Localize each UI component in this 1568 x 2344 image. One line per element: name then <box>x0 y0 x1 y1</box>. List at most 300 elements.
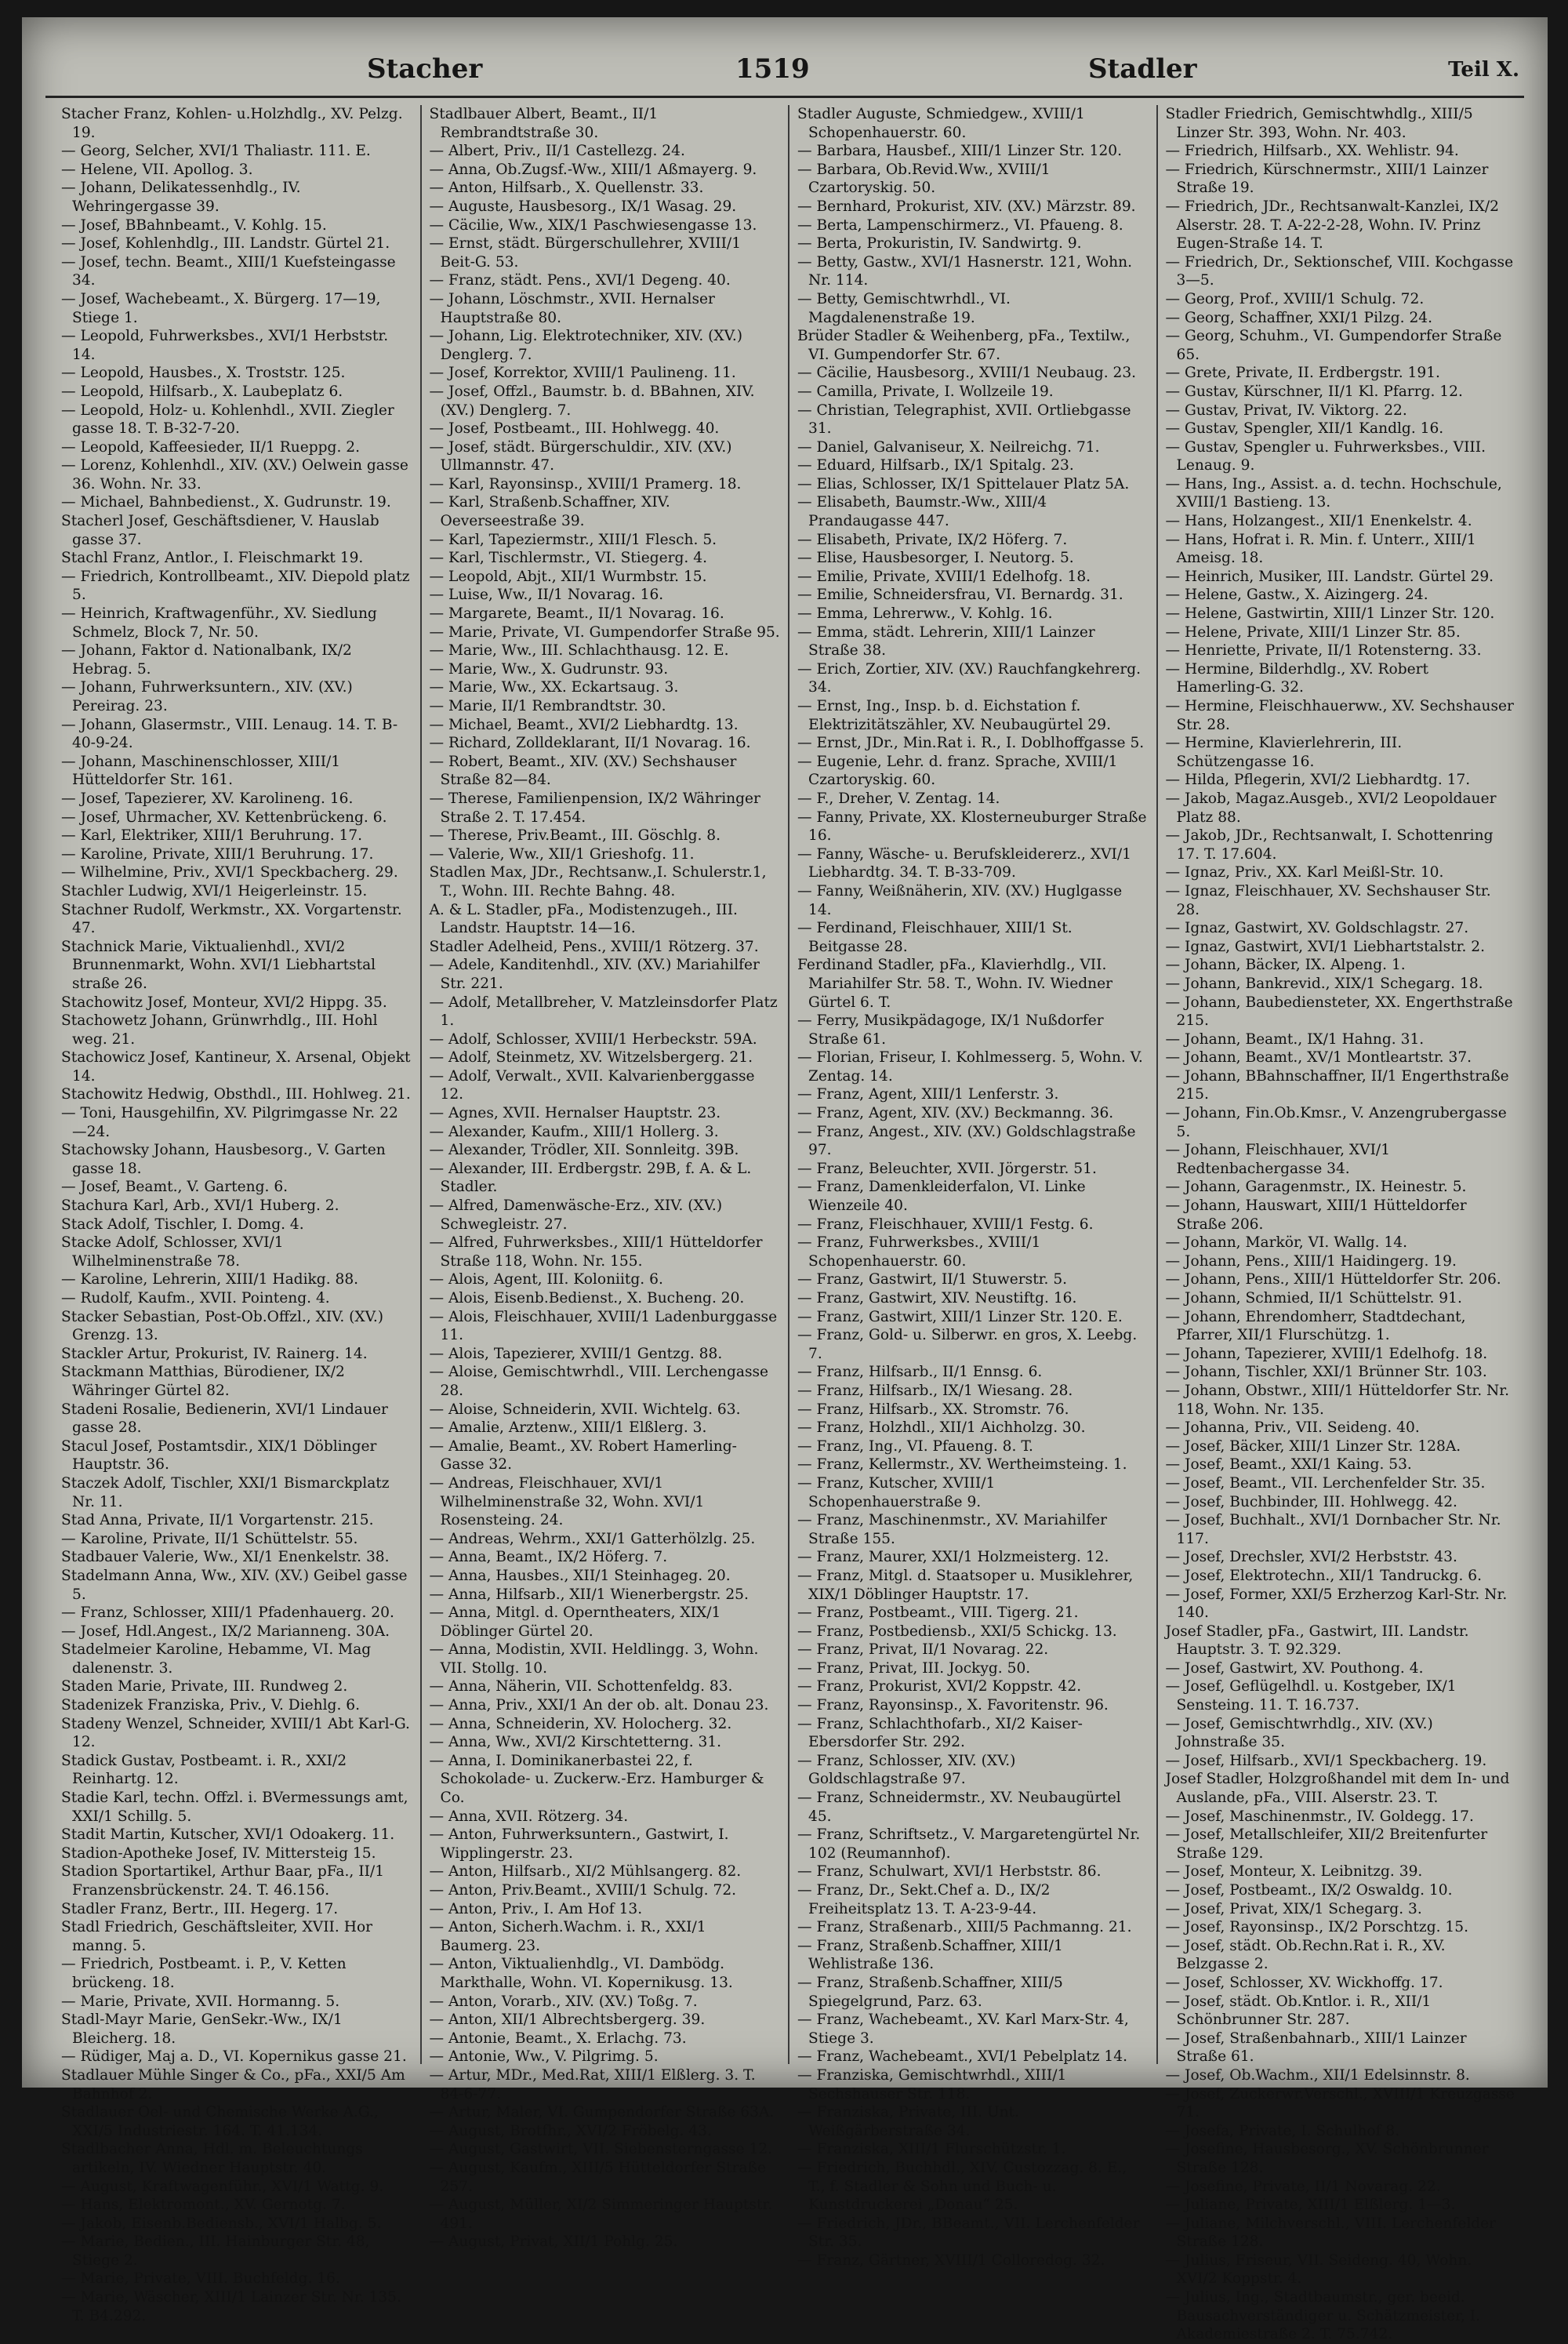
directory-entry: — Daniel, Galvaniseur, X. Neilreichg. 71. <box>797 438 1100 456</box>
directory-entry: — Alfred, Damenwäsche-Erz., XIV. (XV.) Schwegleistr. 27. <box>429 1197 723 1233</box>
directory-entry: — Franz, Rayonsinsp., X. Favoritenstr. 96. <box>797 1697 1109 1714</box>
directory-entry: — Josef, Elektrotechn., XII/1 Tandruckg. 6. <box>1165 1567 1483 1584</box>
directory-entry: — Juliane, Milchverschl., VIII. Lerchenfelder Straße 128. <box>1165 2215 1497 2251</box>
directory-entry: — Leopold, Fuhrwerksbes., XVI/1 Herbststr. 14. <box>61 328 389 363</box>
directory-entry: — Johann, Beamt., IX/1 Hahng. 31. <box>1165 1030 1425 1048</box>
directory-page <box>22 17 1548 2343</box>
directory-entry: Stacherl Josef, Geschäftsdiener, V. Hauslab gasse 37. <box>61 513 379 548</box>
directory-entry: — Josef, BBahnbeamt., V. Kohlg. 15. <box>61 216 327 234</box>
directory-entry: — Franz, Maurer, XXI/1 Holzmeisterg. 12. <box>797 1549 1109 1566</box>
directory-entry: — Ignaz, Gastwirt, XVI/1 Liebhartstalstr. 2. <box>1165 938 1486 955</box>
directory-entry: — Anton, Priv.Beamt., XVIII/1 Schulg. 72. <box>429 1882 737 1899</box>
directory-entry: — Hans, Ing., Assist. a. d. techn. Hochschule, XVIII/1 Bastieng. 13. <box>1165 475 1502 511</box>
directory-entry: — Franz, Schneidermstr., XV. Neubaugürtel 45. <box>797 1790 1121 1825</box>
directory-entry: — Franz, Straßenb.Schaffner, XIII/1 Wehlistraße 136. <box>797 1937 1063 1973</box>
directory-entry: — Anna, Hausbes., XII/1 Steinhageg. 20. <box>429 1567 731 1584</box>
directory-entry: — Anna, Schneiderin, XV. Holocherg. 32. <box>429 1715 732 1732</box>
directory-entry: Stad Anna, Private, II/1 Vorgartenstr. 215. <box>61 1512 374 1529</box>
directory-entry: — Georg, Prof., XVIII/1 Schulg. 72. <box>1165 290 1425 307</box>
directory-entry: — Josef, Postbeamt., IX/2 Oswaldg. 10. <box>1165 1882 1453 1899</box>
directory-entry: — Anna, I. Dominikanerbastei 22, f. Schokolade- u. Zuckerw.-Erz. Hamburger & Co. <box>429 1752 764 1807</box>
directory-entry: — Johann, Löschmstr., XVII. Hernalser Hauptstraße 80. <box>429 290 715 326</box>
directory-entry: — Josef, Zuckerwr.Verschl., XVIII/1 Kreuzgasse 71. <box>1165 2085 1515 2121</box>
directory-entry: — Johann, Bäcker, IX. Alpeng. 1. <box>1165 957 1406 974</box>
directory-entry: — Anna, Näherin, VII. Schottenfeldg. 83. <box>429 1678 733 1695</box>
directory-entry: — Johann, Maschinenschlosser, XIII/1 Hütteldorfer Str. 161. <box>61 753 341 789</box>
directory-entry: — August, Privat, XII/1 Pohlg. 25. <box>429 2233 678 2251</box>
directory-entry: — Ignaz, Gastwirt, XV. Goldschlagstr. 27. <box>1165 920 1469 937</box>
directory-entry: — Elisabeth, Baumstr.-Ww., XIII/4 Prandaugasse 447. <box>797 494 1047 530</box>
directory-entry: — Emma, Lehrerww., V. Kohlg. 16. <box>797 605 1053 623</box>
directory-entry: — Josefa, Private, I. Schulhof 8. <box>1165 2122 1400 2139</box>
directory-entry: — Josef, Schlosser, XV. Wickhoffg. 17. <box>1165 1974 1443 1991</box>
directory-entry: — Aloise, Gemischtwrhdl., VIII. Lerchengasse 28. <box>429 1364 769 1399</box>
directory-entry: — Johanna, Priv., VII. Seideng. 40. <box>1165 1419 1420 1437</box>
directory-entry: — Ernst, JDr., Min.Rat i. R., I. Doblhoffgasse 5. <box>797 735 1145 752</box>
directory-entry: Stacher Franz, Kohlen- u.Holzhdlg., XV. Pelzg. 19. <box>61 106 403 141</box>
directory-entry: — Friedrich, Hilfsarb., XX. Wehlistr. 94. <box>1165 143 1459 160</box>
directory-entry: — Johann, Baubediensteter, XX. Engerthstraße 215. <box>1165 994 1513 1030</box>
directory-entry: — Franz, Beleuchter, XVII. Jörgerstr. 51. <box>797 1160 1097 1177</box>
directory-entry: — Juliane, Private, XIII/1 Elßlerg. 1—3. <box>1165 2197 1456 2214</box>
directory-entry: — Josef, Uhrmacher, XV. Kettenbrückeng. 6. <box>61 809 387 826</box>
directory-entry: — Johann, Fuhrwerksuntern., XIV. (XV.) Pereirag. 23. <box>61 679 353 714</box>
directory-entry: — Josef, Buchbinder, III. Hohlwegg. 42. <box>1165 1493 1457 1510</box>
directory-entry: — Franz, Fuhrwerksbes., XVIII/1 Schopenhauerstr. 60. <box>797 1234 1041 1270</box>
directory-entry: A. & L. Stadler, pFa., Modistenzugeh., III. Landstr. Hauptstr. 14—16. <box>429 901 738 937</box>
directory-entry: Stack Adolf, Tischler, I. Domg. 4. <box>61 1216 304 1233</box>
directory-entry: — Josef, städt. Ob.Kntlor. i. R., XII/1 Schönbrunner Str. 287. <box>1165 1993 1432 2029</box>
directory-entry: — Emilie, Private, XVIII/1 Edelhofg. 18. <box>797 568 1091 585</box>
directory-entry: Brüder Stadler & Weihenberg, pFa., Textilw., VI. Gumpendorfer Str. 67. <box>797 328 1131 363</box>
directory-entry: — Alois, Fleischhauer, XVIII/1 Ladenburggasse 11. <box>429 1308 778 1344</box>
directory-entry: — Barbara, Hausbef., XIII/1 Linzer Str. 120. <box>797 143 1123 160</box>
directory-entry: — Franz, Wachebeamt., XV. Karl Marx-Str. 4, Stiege 3. <box>797 2011 1129 2047</box>
directory-entry: Stackler Artur, Prokurist, IV. Rainerg. 14. <box>61 1345 368 1362</box>
directory-entry: — Anna, Modistin, XVII. Heldlingg. 3, Wohn. VII. Stollg. 10. <box>429 1641 759 1677</box>
directory-entry: — Therese, Priv.Beamt., III. Göschlg. 8. <box>429 827 721 845</box>
directory-entry: — Georg, Selcher, XVI/1 Thaliastr. 111. E. <box>61 143 371 160</box>
directory-entry: Stachura Karl, Arb., XVI/1 Huberg. 2. <box>61 1197 339 1215</box>
directory-entry: — Franz, Schlosser, XIII/1 Pfadenhauerg. 20. <box>61 1604 394 1622</box>
directory-entry: — Cäcilie, Hausbesorg., XVIII/1 Neubaug. 23. <box>797 365 1137 382</box>
directory-entry: — Josefine, Private, II/1 Novarag. 22. <box>1165 2178 1441 2195</box>
directory-entry: — Alois, Tapezierer, XVIII/1 Gentzg. 88. <box>429 1345 723 1362</box>
directory-entry: — Josef, Straßenbahnarb., XIII/1 Lainzer Straße 61. <box>1165 2030 1467 2066</box>
directory-entry: — Valerie, Ww., XII/1 Grieshofg. 11. <box>429 845 695 863</box>
directory-entry: — Gustav, Kürschner, II/1 Kl. Pfarrg. 12. <box>1165 383 1463 400</box>
directory-entry: — F., Dreher, V. Zentag. 14. <box>797 790 1000 807</box>
directory-entry: — Anna, Beamt., IX/2 Höferg. 7. <box>429 1549 668 1566</box>
directory-entry: — Karl, Rayonsinsp., XVIII/1 Pramerg. 18. <box>429 475 742 492</box>
directory-entry: — Franz, Fleischhauer, XVIII/1 Festg. 6. <box>797 1216 1094 1233</box>
directory-entry: — Johann, Garagenmstr., IX. Heinestr. 5. <box>1165 1179 1467 1196</box>
directory-entry: — Marie, Ww., XX. Eckartsaug. 3. <box>429 679 679 696</box>
directory-entry: — Antonie, Beamt., X. Erlachg. 73. <box>429 2030 687 2047</box>
directory-entry: Stachowitz Josef, Monteur, XVI/2 Hippg. 35. <box>61 994 387 1011</box>
directory-entry: — Josef, Tapezierer, XV. Karolineng. 16. <box>61 790 354 807</box>
column-4 <box>1158 105 1525 2343</box>
directory-entry: — Josef, Kohlenhdlg., III. Landstr. Gürtel 21. <box>61 235 390 253</box>
directory-entry: — August, Kraftwagenführ., XVI/1 Wattg. 9. <box>61 2178 384 2195</box>
directory-entry: — Josef, Wachebeamt., X. Bürgerg. 17—19, Stiege 1. <box>61 290 381 326</box>
directory-entry: — Josef, techn. Beamt., XIII/1 Kuefsteingasse 34. <box>61 253 396 289</box>
directory-entry: Josef Stadler, pFa., Gastwirt, III. Landstr. Hauptstr. 3. T. 92.329. <box>1165 1623 1469 1659</box>
directory-entry: — Franz, Hilfsarb., XX. Stromstr. 76. <box>797 1401 1069 1418</box>
directory-entry: — Antonie, Ww., V. Pilgrimg. 5. <box>429 2048 659 2066</box>
directory-entry: — Adolf, Verwalt., XVII. Kalvarienberggasse 12. <box>429 1067 755 1103</box>
directory-entry: — Josef, Rayonsinsp., IX/2 Porschtzg. 15. <box>1165 1919 1468 1936</box>
directory-entry: — Fanny, Weißnäherin, XIV. (XV.) Huglgasse 14. <box>797 882 1123 918</box>
directory-entry: — Johann, BBahnschaffner, II/1 Engerthstraße 215. <box>1165 1067 1509 1103</box>
directory-entry: — Johann, Lig. Elektrotechniker, XIV. (XV.) Denglerg. 7. <box>429 328 742 363</box>
directory-entry: — Georg, Schaffner, XXI/1 Pilzg. 24. <box>1165 309 1433 326</box>
directory-entry: Stacul Josef, Postamtsdir., XIX/1 Döblinger Hauptstr. 36. <box>61 1437 377 1474</box>
directory-entry: — Johann, Delikatessenhdlg., IV. Wehringergasse 39. <box>61 180 301 215</box>
directory-entry: — Alexander, III. Erdbergstr. 29B, f. A. & L. Stadler. <box>429 1160 752 1196</box>
directory-entry: — Josef, Beamt., XXI/1 Kaing. 53. <box>1165 1456 1412 1474</box>
directory-entry: Stadlauer Mühle Singer & Co., pFa., XXI/5 Am Bahnhof 2. <box>61 2066 405 2102</box>
directory-entry: — Gustav, Privat, IV. Viktorg. 22. <box>1165 402 1407 419</box>
directory-entry: — Hans, Elektromont., XV. Gernotg. 7. <box>61 2197 346 2214</box>
directory-entry: — Leopold, Kaffeesieder, II/1 Rueppg. 2. <box>61 438 361 456</box>
directory-entry: — Josef, Korrektor, XVIII/1 Paulineng. 11. <box>429 365 736 382</box>
directory-entry: Stachowicz Josef, Kantineur, X. Arsenal, Objekt 14. <box>61 1049 411 1085</box>
directory-entry: — Friedrich, JDr., BBeamt., VII. Lerchenfelder Str. 35. <box>797 2215 1140 2251</box>
directory-entry: — August, Kaufm., XIII/5 Hütteldorfer Straße 257. <box>429 2159 766 2195</box>
directory-entry: — Leopold, Hausbes., X. Troststr. 125. <box>61 365 346 382</box>
directory-entry: — Johann, Pens., XIII/1 Haidingerg. 19. <box>1165 1252 1457 1270</box>
directory-entry: — Marie, Private, VIII. Buchfeldg. 16. <box>61 2270 340 2288</box>
directory-entry: — Franz, Hilfsarb., IX/1 Wiesang. 28. <box>797 1382 1073 1399</box>
directory-entry: — Franz, Kutscher, XVIII/1 Schopenhauerstraße 9. <box>797 1474 996 1510</box>
directory-entry: — Auguste, Hausbesorg., IX/1 Wasag. 29. <box>429 198 737 215</box>
directory-entry: — Franz, Damenkleiderfalon, VI. Linke Wienzeile 40. <box>797 1179 1086 1215</box>
directory-entry: Stadler Adelheid, Pens., XVIII/1 Rötzerg. 37. <box>429 938 759 955</box>
directory-entry: — Elise, Hausbesorger, I. Neutorg. 5. <box>797 550 1074 567</box>
directory-entry: — Christian, Telegraphist, XVII. Ortliebgasse 31. <box>797 402 1131 438</box>
directory-entry: — Franz, Hilfsarb., II/1 Ennsg. 6. <box>797 1364 1043 1381</box>
directory-entry: Stadelmeier Karoline, Hebamme, VI. Mag dalenenstr. 3. <box>61 1641 372 1677</box>
directory-entry: — Gustav, Spengler u. Fuhrwerksbes., VIII. Lenaug. 9. <box>1165 438 1486 474</box>
directory-entry: — Leopold, Holz- u. Kohlenhdl., XVII. Ziegler gasse 18. T. B-32-7-20. <box>61 402 394 438</box>
directory-entry: — Camilla, Private, I. Wollzeile 19. <box>797 383 1054 400</box>
directory-entry: — Franz, Gastwirt, II/1 Stuwerstr. 5. <box>797 1271 1068 1288</box>
directory-entry: — Franziska, Private, III. Unt. Weißgärberstraße 34. <box>797 2104 1019 2139</box>
directory-entry: — Margarete, Beamt., II/1 Novarag. 16. <box>429 605 724 623</box>
directory-entry: — Anna, Hilfsarb., XII/1 Wienerbergstr. 25. <box>429 1586 749 1603</box>
directory-entry: — Anna, XVII. Rötzerg. 34. <box>429 1808 629 1825</box>
directory-entry: Stadbauer Valerie, Ww., XI/1 Enenkelstr. 38. <box>61 1549 390 1566</box>
directory-entry: — Franziska, XIII/1 Flurschützstr. 1. <box>797 2141 1066 2158</box>
directory-entry: — Anna, Priv., XXI/1 An der ob. alt. Donau 23. <box>429 1697 769 1714</box>
directory-entry: — Hermine, Fleischhauerww., XV. Sechshauser Str. 28. <box>1165 698 1514 733</box>
directory-entry: — Leopold, Hilfsarb., X. Laubeplatz 6. <box>61 383 343 400</box>
directory-entry: — Anna, Ww., XVI/2 Kirschtetterng. 31. <box>429 1734 722 1751</box>
directory-entry: — Fanny, Private, XX. Klosterneuburger Straße 16. <box>797 809 1147 845</box>
directory-entry: — Franz, Gärtner, XVIII/1 Colloredog. 32. <box>797 2251 1105 2269</box>
directory-entry: — Grete, Private, II. Erdbergstr. 191. <box>1165 365 1440 382</box>
directory-entry: — Josef, Bäcker, XIII/1 Linzer Str. 128A. <box>1165 1437 1461 1455</box>
directory-entry: — Helene, VII. Apollog. 3. <box>61 161 253 178</box>
directory-entry: — Hermine, Bilderhdlg., XV. Robert Hamerling-G. 32. <box>1165 660 1428 696</box>
directory-entry: — Cäcilie, Ww., XIX/1 Paschwiesengasse 13. <box>429 216 757 234</box>
directory-entry: — Karoline, Lehrerin, XIII/1 Hadikg. 88. <box>61 1271 359 1288</box>
directory-entry: — Friedrich, Kontrollbeamt., XIV. Diepold platz 5. <box>61 568 410 604</box>
directory-entry: — Helene, Gastwirtin, XIII/1 Linzer Str. 120. <box>1165 605 1495 623</box>
directory-entry: — Marie, Private, VI. Gumpendorfer Straße 95. <box>429 623 780 641</box>
directory-entry: — Johann, Obstwr., XIII/1 Hütteldorfer Str. Nr. 118, Wohn. Nr. 135. <box>1165 1382 1510 1418</box>
directory-entry: — Erich, Zortier, XIV. (XV.) Rauchfangkehrerg. 34. <box>797 660 1142 696</box>
directory-entry: Stadlbacher Anna, Hdl. m. Beleuchtungs artikeln, IV. Wiedner Hauptstr. 40. <box>61 2141 363 2176</box>
directory-entry: — Rudolf, Kaufm., XVII. Pointeng. 4. <box>61 1290 330 1306</box>
directory-entry: — Josef, Offzl., Baumstr. b. d. BBahnen, XIV. (XV.) Denglerg. 7. <box>429 383 755 419</box>
directory-entry: — Johann, Glasermstr., VIII. Lenaug. 14. T. B-40-9-24. <box>61 716 398 752</box>
directory-entry: — Anton, Vorarb., XIV. (XV.) Toßg. 7. <box>429 1993 698 2010</box>
directory-entry: — Anton, Viktualienhdlg., VI. Dambödg. Markthalle, Wohn. VI. Kopernikusg. 13. <box>429 1956 733 1991</box>
directory-entry: — Therese, Familienpension, IX/2 Währinger Straße 2. T. 17.454. <box>429 790 760 826</box>
page-number: 1519 <box>735 53 810 85</box>
directory-entry: — Josef, Maschinenmstr., IV. Goldegg. 17. <box>1165 1808 1474 1825</box>
directory-entry: Stachowsky Johann, Hausbesorg., V. Garten gasse 18. <box>61 1142 386 1177</box>
directory-entry: — Johann, Fin.Ob.Kmsr., V. Anzengrubergasse 5. <box>1165 1105 1507 1140</box>
page-header <box>45 49 1524 98</box>
directory-entry: — Josef, Gastwirt, XV. Pouthong. 4. <box>1165 1659 1424 1677</box>
directory-entry: Stadick Gustav, Postbeamt. i. R., XXI/2 Reinhartg. 12. <box>61 1752 347 1788</box>
directory-entry: — Franz, Holzhdl., XII/1 Aichholzg. 30. <box>797 1419 1086 1437</box>
directory-entry: Josef Stadler, Holzgroßhandel mit dem In- und Auslande, pFa., VIII. Alserstr. 23. T. <box>1165 1771 1510 1807</box>
directory-entry: — August, Brotfhr., XVI/2 Fröbelg. 43. <box>429 2122 712 2139</box>
directory-entry: Stachl Franz, Antlor., I. Fleischmarkt 19. <box>61 550 364 567</box>
directory-entry: — Artur, MDr., Med.Rat, XIII/1 Elßlerg. 3. T. 84-6-77. <box>429 2066 756 2102</box>
directory-entry: — Anton, Sicherh.Wachm. i. R., XXI/1 Baumerg. 23. <box>429 1919 706 1954</box>
directory-entry: Stacke Adolf, Schlosser, XVI/1 Wilhelminenstraße 78. <box>61 1234 284 1270</box>
directory-entry: — Heinrich, Kraftwagenführ., XV. Siedlung Schmelz, Block 7, Nr. 50. <box>61 605 377 641</box>
directory-entry: — Betty, Gemischtwrhdl., VI. Magdalenenstraße 19. <box>797 290 1011 326</box>
directory-entry: — Rüdiger, Maj a. D., VI. Kopernikus gasse 21. <box>61 2048 407 2066</box>
directory-entry: — Richard, Zolldeklarant, II/1 Novarag. 16. <box>429 735 751 752</box>
directory-entry: — Josefine, Hausbesorg., XV. Schönbrunner Straße 128. <box>1165 2141 1489 2176</box>
directory-entry: Stadl Friedrich, Geschäftsleiter, XVII. Hor manng. 5. <box>61 1919 373 1954</box>
directory-entry: Stadion-Apotheke Josef, IV. Mittersteig 15. <box>61 1844 376 1862</box>
directory-entry: — Franz, Postbeamt., VIII. Tigerg. 21. <box>797 1604 1079 1622</box>
directory-entry: — Anton, Fuhrwerksuntern., Gastwirt, I. Wipplingerstr. 23. <box>429 1826 729 1862</box>
directory-entry: Stackmann Matthias, Bürodiener, IX/2 Währinger Gürtel 82. <box>61 1364 345 1399</box>
directory-entry: — Johann, Fleischhauer, XVI/1 Redtenbachergasse 34. <box>1165 1142 1391 1177</box>
directory-entry: — Emma, städt. Lehrerin, XIII/1 Lainzer Straße 38. <box>797 623 1095 660</box>
directory-entry: Staczek Adolf, Tischler, XXI/1 Bismarckplatz Nr. 11. <box>61 1474 390 1510</box>
directory-entry: — Adolf, Metallbreher, V. Matzleinsdorfer Platz 1. <box>429 994 778 1030</box>
directory-entry: — Eugenie, Lehr. d. franz. Sprache, XVIII/1 Czartoryskig. 60. <box>797 753 1118 789</box>
directory-entry: — Anton, Priv., I. Am Hof 13. <box>429 1900 643 1917</box>
directory-entry: — Emilie, Schneidersfrau, VI. Bernardg. 31. <box>797 587 1123 604</box>
directory-entry: — Josef, städt. Ob.Rechn.Rat i. R., XV. Belzgasse 2. <box>1165 1937 1446 1973</box>
directory-entry: — Josef, Hilfsarb., XVI/1 Speckbacherg. 19. <box>1165 1752 1487 1769</box>
directory-entry: — Marie, Wäscher, XIII/1 Lainzer Str. Nr. 135. T. B4.292. <box>61 2289 401 2324</box>
directory-entry: — Friedrich, Postbeamt. i. P., V. Ketten brückeng. 18. <box>61 1956 347 1991</box>
directory-entry: — Franz, Kellermstr., XV. Wertheimsteing. 1. <box>797 1456 1127 1474</box>
directory-entry: — Anton, Hilfsarb., XI/2 Mühlsangerg. 82. <box>429 1863 742 1881</box>
directory-entry: — Franz, Prokurist, XVI/2 Koppstr. 42. <box>797 1678 1082 1695</box>
directory-entry: — Franz, Privat, III. Jockyg. 50. <box>797 1659 1031 1677</box>
directory-entry: — Franz, Straßenb.Schaffner, XIII/5 Spiegelgrund, Parz. 63. <box>797 1974 1063 2010</box>
directory-entry: — Alfred, Fuhrwerksbes., XIII/1 Hütteldorfer Straße 118, Wohn. Nr. 155. <box>429 1234 763 1270</box>
directory-entry: — Hilda, Pflegerin, XVI/2 Liebhardtg. 17. <box>1165 772 1471 789</box>
directory-entry: Stachowitz Hedwig, Obsthdl., III. Hohlweg. 21. <box>61 1086 411 1103</box>
directory-entry: Stadl-Mayr Marie, GenSekr.-Ww., IX/1 Bleicherg. 18. <box>61 2011 343 2047</box>
directory-entry: — Ferry, Musikpädagoge, IX/1 Nußdorfer Straße 61. <box>797 1012 1104 1048</box>
header-last-name: Stadler <box>1088 53 1197 85</box>
directory-entry: — Friedrich, Dr., Sektionschef, VIII. Kochgasse 3—5. <box>1165 253 1514 289</box>
directory-entry: — Elisabeth, Private, IX/2 Höferg. 7. <box>797 531 1068 548</box>
directory-entry: — Karoline, Private, II/1 Schüttelstr. 55. <box>61 1530 358 1547</box>
directory-entry: Stadeny Wenzel, Schneider, XVIII/1 Abt Karl-G. 12. <box>61 1715 410 1751</box>
directory-entry: — Jakob, JDr., Rechtsanwalt, I. Schottenring 17. T. 17.604. <box>1165 827 1494 863</box>
directory-entry: — Barbara, Ob.Revid.Ww., XVIII/1 Czartoryskig. 50. <box>797 161 1051 197</box>
directory-entry: — Johann, Markör, VI. Wallg. 14. <box>1165 1234 1407 1252</box>
directory-entry: — Robert, Beamt., XIV. (XV.) Sechshauser Straße 82—84. <box>429 753 737 789</box>
directory-entry: — Hans, Holzangest., XII/1 Enenkelstr. 4. <box>1165 513 1472 530</box>
directory-entry: — Aloise, Schneiderin, XVII. Wichtelg. 63. <box>429 1401 741 1418</box>
directory-entry: Stachowetz Johann, Grünwrhdlg., III. Hohl weg. 21. <box>61 1012 378 1048</box>
directory-entry: — Berta, Lampenschirmerz., VI. Pfaueng. 8. <box>797 216 1123 234</box>
directory-entry: Stadit Martin, Kutscher, XVI/1 Odoakerg. 11. <box>61 1826 395 1844</box>
directory-entry: — Franz, Agent, XIII/1 Lenferstr. 3. <box>797 1086 1059 1103</box>
directory-entry: — Eduard, Hilfsarb., IX/1 Spitalg. 23. <box>797 457 1074 474</box>
directory-entry: — Bernhard, Prokurist, XIV. (XV.) Märzstr. 89. <box>797 198 1136 215</box>
directory-entry: — Karl, Elektriker, XIII/1 Beruhrung. 17. <box>61 827 363 845</box>
directory-entry: — Berta, Prokuristin, IV. Sandwirtg. 9. <box>797 235 1082 253</box>
directory-entry: — Franz, Postbediensb., XXI/5 Schickg. 13. <box>797 1623 1117 1640</box>
directory-entry: — Wilhelmine, Priv., XVI/1 Speckbacherg. 29. <box>61 864 398 881</box>
directory-entry: — Josef, Postbeamt., III. Hohlwegg. 40. <box>429 420 720 438</box>
directory-entry: — Franz, Gastwirt, XIII/1 Linzer Str. 120. E. <box>797 1308 1123 1325</box>
directory-entry: — Amalie, Beamt., XV. Robert Hamerling-Gasse 32. <box>429 1437 737 1474</box>
directory-entry: — Karl, Tapeziermstr., XIII/1 Flesch. 5. <box>429 531 717 548</box>
directory-entry: Stacker Sebastian, Post-Ob.Offzl., XIV. (XV.) Grenzg. 13. <box>61 1308 383 1344</box>
directory-entry: — Josef, Monteur, X. Leibnitzg. 39. <box>1165 1863 1423 1881</box>
directory-entry: — Anna, Ob.Zugsf.-Ww., XIII/1 Aßmayerg. 9. <box>429 161 757 178</box>
directory-entry: Stadie Karl, techn. Offzl. i. BVermessungs amt, XXI/1 Schillg. 5. <box>61 1790 408 1825</box>
header-first-name: Stacher <box>367 53 483 85</box>
directory-entry: — Elias, Schlosser, IX/1 Spittelauer Platz 5A. <box>797 475 1130 492</box>
directory-entry: — Franz, Gastwirt, XIV. Neustiftg. 16. <box>797 1290 1077 1306</box>
directory-entry: — Karl, Straßenb.Schaffner, XIV. Oeverseestraße 39. <box>429 494 670 530</box>
directory-entry: — Albert, Priv., II/1 Castellezg. 24. <box>429 143 685 160</box>
directory-entry: — Ernst, Ing., Insp. b. d. Eichstation f. Elektrizitätszähler, XV. Neubaugürtel 29. <box>797 698 1112 733</box>
directory-entry: — Anna, Mitgl. d. Operntheaters, XIX/1 Döblinger Gürtel 20. <box>429 1604 721 1640</box>
directory-entry: — Josef, Buchhalt., XVI/1 Dornbacher Str. Nr. 117. <box>1165 1512 1501 1547</box>
directory-entry: — Michael, Bahnbedienst., X. Gudrunstr. 19. <box>61 494 391 511</box>
directory-entry: — Josef, Gemischtwrhdlg., XIV. (XV.) Johnstraße 35. <box>1165 1715 1433 1751</box>
directory-entry: — Anton, Hilfsarb., X. Quellenstr. 33. <box>429 180 704 197</box>
directory-entry: Stadlauer Oel- und Chemische Werke A.G., XXI/5 Industriestr. 164. T. 41.134. <box>61 2104 379 2139</box>
directory-entry: — Marie, Private, XVII. Hormanng. 5. <box>61 1993 340 2010</box>
directory-entry: — Marie, II/1 Rembrandtstr. 30. <box>429 698 666 714</box>
directory-entry: — Andreas, Wehrm., XXI/1 Gatterhölzlg. 25. <box>429 1530 756 1547</box>
column-1 <box>53 105 422 2324</box>
directory-entry: — Josef, Beamt., VII. Lerchenfelder Str. 35. <box>1165 1474 1486 1492</box>
directory-columns <box>53 105 1524 2343</box>
directory-entry: — Franz, Schriftsetz., V. Margaretengürtel Nr. 102 (Reumannhof). <box>797 1826 1141 1862</box>
directory-entry: — Alexander, Trödler, XII. Sonnleitg. 39B. <box>429 1142 739 1159</box>
directory-entry: Stachnick Marie, Viktualienhdl., XVI/2 Brunnenmarkt, Wohn. XVI/1 Liebhartstal straße 26. <box>61 938 376 992</box>
directory-entry: Stadion Sportartikel, Arthur Baar, pFa., II/1 Franzensbrückenstr. 24. T. 46.156. <box>61 1863 385 1899</box>
directory-entry: Stadler Auguste, Schmiedgew., XVIII/1 Schopenhauerstr. 60. <box>797 106 1085 141</box>
directory-entry: Stadlbauer Albert, Beamt., II/1 Rembrandtstraße 30. <box>429 106 659 141</box>
directory-entry: — Franz, Angest., XIV. (XV.) Goldschlagstraße 97. <box>797 1123 1136 1159</box>
column-2 <box>422 105 790 2251</box>
directory-entry: — Adele, Kanditenhdl., XIV. (XV.) Mariahilfer Str. 221. <box>429 957 760 992</box>
directory-entry: — Marie, Ww., III. Schlachthausg. 12. E. <box>429 642 729 660</box>
directory-entry: — Agnes, XVII. Hernalser Hauptstr. 23. <box>429 1105 721 1122</box>
directory-entry: — August, Müller, XI/2 Simmeringer Hauptstr. 491. <box>429 2197 773 2232</box>
directory-entry: — Ignaz, Priv., XX. Karl Meißl-Str. 10. <box>1165 864 1444 881</box>
directory-entry: Stadler Franz, Bertr., III. Hegerg. 17. <box>61 1900 339 1917</box>
directory-entry: — Johann, Schmied, II/1 Schüttelstr. 91. <box>1165 1290 1462 1306</box>
directory-entry: Stadeni Rosalie, Bedienerin, XVI/1 Lindauer gasse 28. <box>61 1401 388 1437</box>
directory-entry: Staden Marie, Private, III. Rundweg 2. <box>61 1678 348 1695</box>
directory-entry: — Hans, Hofrat i. R. Min. f. Unterr., XIII/1 Ameisg. 18. <box>1165 531 1476 567</box>
directory-entry: — Josef, städt. Bürgerschuldir., XIV. (XV.) Ullmannstr. 47. <box>429 438 732 474</box>
directory-entry: — Marie, Ww., X. Gudrunstr. 93. <box>429 660 669 678</box>
volume-part: Teil X. <box>1448 58 1519 82</box>
directory-entry: — Josef, Former, XXI/5 Erzherzog Karl-Str. Nr. 140. <box>1165 1586 1508 1622</box>
directory-entry: — Josef, Hdl.Angest., IX/2 Marianneng. 30A. <box>61 1623 390 1640</box>
directory-entry: — Josef, Geflügelhdl. u. Kostgeber, IX/1 Sensteing. 11. T. 16.737. <box>1165 1678 1457 1714</box>
directory-entry: — Franz, Schlachthofarb., XI/2 Kaiser-Ebersdorfer Str. 292. <box>797 1715 1083 1751</box>
directory-entry: — Johann, Pens., XIII/1 Hütteldorfer Str. 206. <box>1165 1271 1501 1288</box>
directory-entry: — Franz, Ing., VI. Pfaueng. 8. T. <box>797 1437 1033 1455</box>
directory-entry: — Gustav, Spengler, XII/1 Kandlg. 16. <box>1165 420 1444 438</box>
directory-entry: — Artur, Maler, VI. Gumpendorfer Straße 63A. <box>429 2104 775 2121</box>
directory-entry: Ferdinand Stadler, pFa., Klavierhdlg., VII. Mariahilfer Str. 58. T., Wohn. IV. Wiedner Gürtel 6. T. <box>797 957 1113 1011</box>
directory-entry: — Friedrich, Buchhdl., XIV. Custozzag. 8. E., T., f. Stadler & Sohn und Buch- u. Kunstdruckerei „Donau“ 25. <box>797 2159 1127 2214</box>
directory-entry: — Anton, XII/1 Albrechtsbergerg. 39. <box>429 2011 706 2029</box>
directory-entry: — Amalie, Arztenw., XIII/1 Elßlerg. 3. <box>429 1419 707 1437</box>
directory-entry: — Franz, Straßenarb., XIII/5 Pachmanng. 21. <box>797 1919 1132 1936</box>
directory-entry: — Alois, Eisenb.Bedienst., X. Bucheng. 20. <box>429 1290 745 1306</box>
directory-entry: — Michael, Beamt., XVI/2 Liebhardtg. 13. <box>429 716 739 733</box>
directory-entry: — Johann, Tischler, XXI/1 Brünner Str. 103. <box>1165 1364 1487 1381</box>
directory-entry: — Johann, Hauswart, XIII/1 Hütteldorfer Straße 206. <box>1165 1197 1467 1233</box>
directory-entry: — Alexander, Kaufm., XIII/1 Hollerg. 3. <box>429 1123 719 1140</box>
directory-entry: — Lorenz, Kohlenhdl., XIV. (XV.) Oelwein gasse 36. Wohn. Nr. 33. <box>61 457 408 492</box>
directory-entry: — Betty, Gastw., XVI/1 Hasnerstr. 121, Wohn. Nr. 114. <box>797 253 1132 289</box>
directory-entry: — Franz, Schlosser, XIV. (XV.) Goldschlagstraße 97. <box>797 1752 1016 1788</box>
directory-entry: — Heinrich, Musiker, III. Landstr. Gürtel 29. <box>1165 568 1494 585</box>
directory-entry: — Josef, Beamt., V. Garteng. 6. <box>61 1179 289 1196</box>
directory-entry: — Helene, Private, XIII/1 Linzer Str. 85. <box>1165 623 1461 641</box>
directory-entry: — Franz, Schulwart, XVI/1 Herbststr. 86. <box>797 1863 1102 1881</box>
directory-entry: — Josef, Drechsler, XVI/2 Herbststr. 43. <box>1165 1549 1457 1566</box>
directory-entry: — Leopold, Abjt., XII/1 Wurmbstr. 15. <box>429 568 707 585</box>
directory-entry: Stadlen Max, JDr., Rechtsanw.,I. Schulerstr.1, T., Wohn. III. Rechte Bahng. 48. <box>429 864 767 899</box>
directory-entry: — Franz, Wachebeamt., XVI/1 Pebelplatz 14. <box>797 2048 1128 2066</box>
directory-entry: — Franz, Gold- u. Silberwr. en gros, X. Leebg. 7. <box>797 1327 1138 1362</box>
directory-entry: — Toni, Hausgehilfin, XV. Pilgrimgasse Nr. 22—24. <box>61 1105 398 1140</box>
directory-entry: — Johann, Beamt., XV/1 Montleartstr. 37. <box>1165 1049 1472 1067</box>
directory-entry: — Johann, Faktor d. Nationalbank, IX/2 Hebrag. 5. <box>61 642 352 678</box>
directory-entry: Stachler Ludwig, XVI/1 Heigerleinstr. 15. <box>61 882 368 899</box>
directory-entry: — Hermine, Klavierlehrerin, III. Schützengasse 16. <box>1165 735 1403 770</box>
directory-entry: — Ignaz, Fleischhauer, XV. Sechshauser Str. 28. <box>1165 882 1491 918</box>
directory-entry: — Ferdinand, Fleischhauer, XIII/1 St. Beitgasse 28. <box>797 920 1073 955</box>
directory-entry: — Friedrich, Kürschnermstr., XIII/1 Lainzer Straße 19. <box>1165 161 1489 197</box>
column-3 <box>789 105 1158 2269</box>
directory-entry: — August, Gastwirt, VII. Siebensterngasse 12. <box>429 2141 773 2158</box>
directory-entry: — Johann, Ehrendomherr, Stadtdechant, Pfarrer, XII/1 Flurschützg. 1. <box>1165 1308 1466 1344</box>
